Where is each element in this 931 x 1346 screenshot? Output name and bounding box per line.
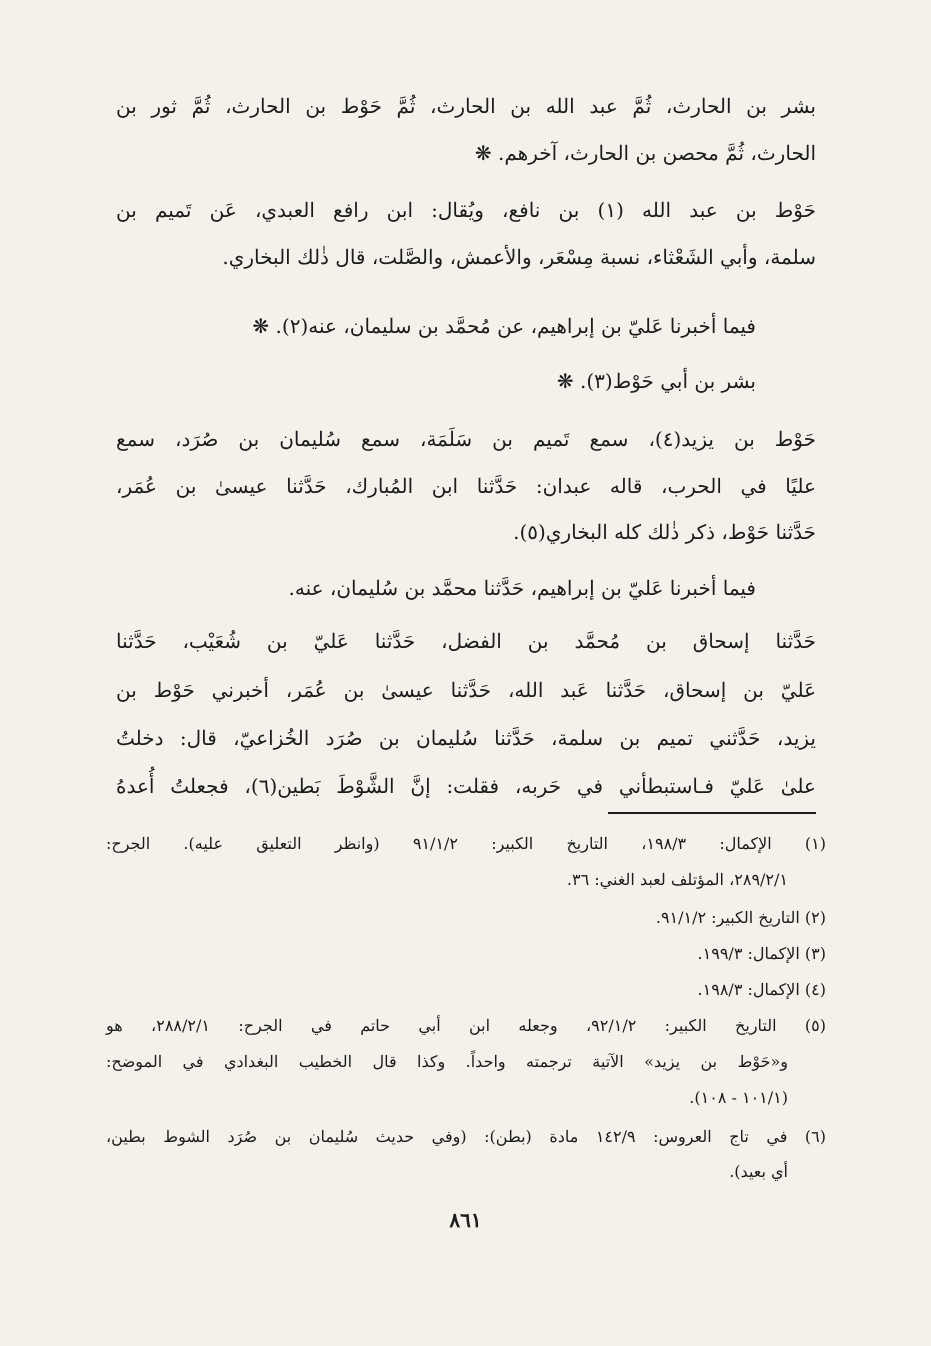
footnote-4: (٤) الإكمال: ١٩٨/٣. [697, 980, 826, 999]
footnote-5-line-3: (١٠١/١ - ١٠٨). [689, 1088, 788, 1107]
body-line-6: بشر بن أبي حَوْط(٣). ❋ [556, 369, 756, 393]
body-line-12: عَليّ بن إسحاق، حَدَّثنا عَبد الله، حَدَّثنا عيسىٰ بن عُمَر، أخبرني حَوْط بن [116, 678, 816, 702]
footnote-5-line-1: (٥) التاريخ الكبير: ٩٢/١/٢، وجعله ابن أبي حاتم في الجرح: ٢٨٨/٢/١، هو [106, 1016, 827, 1035]
body-line-2: الحارث، ثُمَّ محصن بن الحارث، آخرهم. ❋ [474, 141, 816, 165]
body-line-8: عليًا في الحرب، قاله عبدان: حَدَّثنا ابن المُبارك، حَدَّثنا عيسىٰ بن عُمَر، [116, 474, 816, 498]
body-line-10: فيما أخبرنا عَليّ بن إبراهيم، حَدَّثنا محمَّد بن سُليمان، عنه. [288, 576, 756, 600]
page-number: ٨٦١ [449, 1208, 482, 1232]
footnote-5-line-2: و«حَوْط بن يزيد» الآتية ترجمته واحداً. وكذا قال الخطيب البغدادي في الموضح: [106, 1052, 788, 1071]
body-line-13: يزيد، حَدَّثني تميم بن سلمة، حَدَّثنا سُليمان بن صُرَد الخُزاعيّ، قال: دخلتُ [116, 726, 816, 750]
body-line-7: حَوْط بن يزيد(٤)، سمع تَميم بن سَلَمَة، سمع سُليمان بن صُرَد، سمع [116, 427, 816, 451]
body-line-11: حَدَّثنا إسحاق بن مُحمَّد بن الفضل، حَدَّثنا عَليّ بن شُعَيْب، حَدَّثنا [116, 629, 816, 653]
footnote-6-line-2: أي بعيد). [729, 1162, 788, 1181]
body-line-5: فيما أخبرنا عَليّ بن إبراهيم، عن مُحمَّد بن سليمان، عنه(٢). ❋ [252, 314, 756, 338]
body-line-3: حَوْط بن عبد الله (١) بن نافع، ويُقال: ابن رافع العبدي، عَن تَميم بن [116, 198, 816, 222]
footnote-separator [608, 812, 816, 814]
footnote-3: (٣) الإكمال: ١٩٩/٣. [697, 944, 826, 963]
footnote-1-line-1: (١) الإكمال: ١٩٨/٣، التاريخ الكبير: ٩١/١/٢ (وانظر التعليق عليه). الجرح: [106, 834, 826, 853]
body-line-9: حَدَّثنا حَوْط، ذكر ذٰلك كله البخاري(٥). [513, 520, 816, 544]
footnote-2: (٢) التاريخ الكبير: ٩١/١/٢. [655, 908, 826, 927]
footnote-1-line-2: ٢٨٩/٢/١، المؤتلف لعبد الغني: ٣٦. [566, 870, 788, 889]
footnote-6-line-1: (٦) في تاج العروس: ١٤٢/٩ مادة (بطن): (وفي حديث سُليمان بن صُرَد الشوط بطين، [106, 1127, 826, 1146]
body-line-14: علىٰ عَليّ فـاستبطأني في حَربه، فقلت: إنَّ الشَّوْطَ بَطين(٦)، فجعلتُ أُعدهُ [116, 774, 816, 798]
body-line-1: بشر بن الحارث، ثُمَّ عبد الله بن الحارث، ثُمَّ حَوْط بن الحارث، ثُمَّ ثور بن [116, 94, 816, 118]
body-line-4: سلمة، وأبي الشَعْثاء، نسبة مِسْعَر، والأعمش، والصَّلت، قال ذٰلك البخاري. [222, 245, 816, 269]
